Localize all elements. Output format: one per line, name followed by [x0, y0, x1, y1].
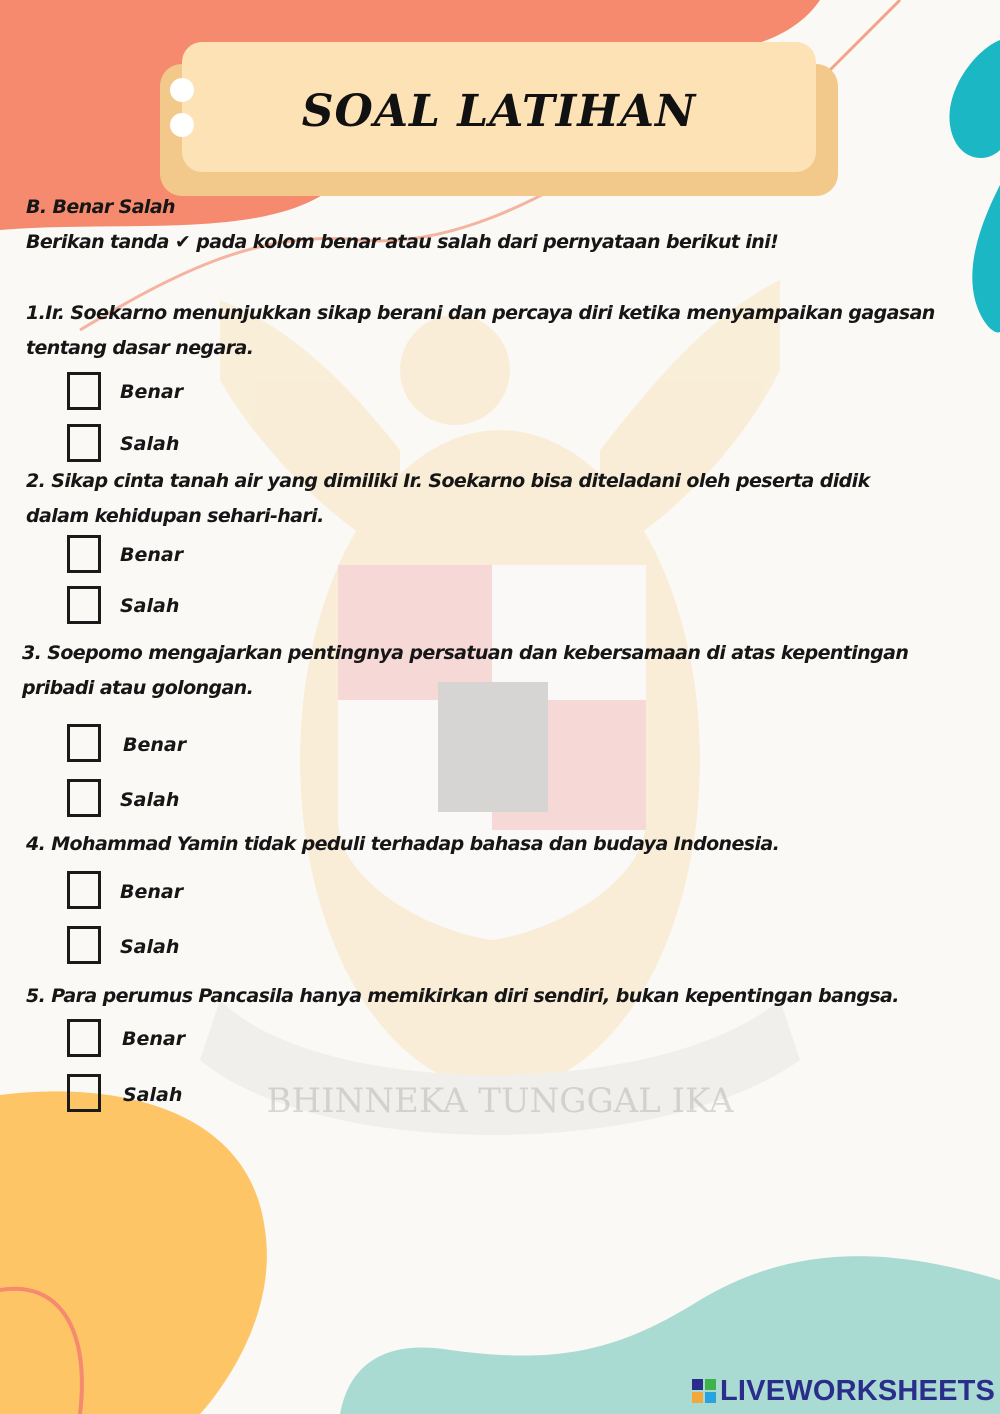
yellow-blob	[0, 1091, 267, 1414]
coral-line-top	[830, 0, 900, 70]
q5-salah-checkbox[interactable]	[67, 1074, 101, 1112]
q3-salah-label: Salah	[120, 789, 180, 811]
instruction-text: Berikan tanda ✔ pada kolom benar atau salah dari pernyataan berikut ini!	[26, 231, 779, 253]
q2-salah-label: Salah	[120, 595, 180, 617]
q1-salah-label: Salah	[120, 433, 180, 455]
q2-salah-checkbox[interactable]	[67, 586, 101, 624]
teal-blob-side	[972, 185, 1000, 333]
q3-salah-checkbox[interactable]	[67, 779, 101, 817]
question-5-text: 5. Para perumus Pancasila hanya memikirkan diri sendiri, bukan kepentingan bangsa.	[26, 985, 899, 1007]
q3-benar-label: Benar	[123, 734, 187, 756]
q5-salah-label: Salah	[123, 1084, 183, 1106]
question-1-text: 1.Ir. Soekarno menunjukkan sikap berani dan percaya diri ketika menyampaikan gagasan tentang dasar negara.	[26, 302, 935, 359]
q4-salah-checkbox[interactable]	[67, 926, 101, 964]
q2-benar-label: Benar	[120, 544, 184, 566]
section-heading: B. Benar Salah	[26, 196, 175, 218]
teal-blob-top	[949, 40, 1000, 158]
question-4-text: 4. Mohammad Yamin tidak peduli terhadap bahasa dan budaya Indonesia.	[26, 833, 780, 855]
q4-salah-label: Salah	[120, 936, 180, 958]
q2-benar-checkbox[interactable]	[67, 535, 101, 573]
motto-watermark: BHINNEKA TUNGGAL IKA	[266, 1081, 734, 1121]
page-title: SOAL LATIHAN	[301, 86, 697, 137]
question-2-text: 2. Sikap cinta tanah air yang dimiliki Ir. Soekarno bisa diteladani oleh peserta didik dalam kehidupan sehari-hari.	[26, 470, 870, 527]
liveworksheets-logo	[692, 1374, 995, 1408]
q1-salah-checkbox[interactable]	[67, 424, 101, 462]
q1-benar-label: Benar	[120, 381, 184, 403]
liveworksheets-grid-icon	[692, 1379, 716, 1403]
q1-benar-checkbox[interactable]	[67, 372, 101, 410]
question-3-text: 3. Soepomo mengajarkan pentingnya persatuan dan kebersamaan di atas kepentingan pribadi atau golongan.	[22, 642, 909, 699]
brand-text: LIVEWORKSHEETS	[720, 1374, 996, 1407]
q5-benar-label: Benar	[122, 1028, 186, 1050]
q3-benar-checkbox[interactable]	[67, 724, 101, 762]
q5-benar-checkbox[interactable]	[67, 1019, 101, 1057]
q4-benar-checkbox[interactable]	[67, 871, 101, 909]
q4-benar-label: Benar	[120, 881, 184, 903]
